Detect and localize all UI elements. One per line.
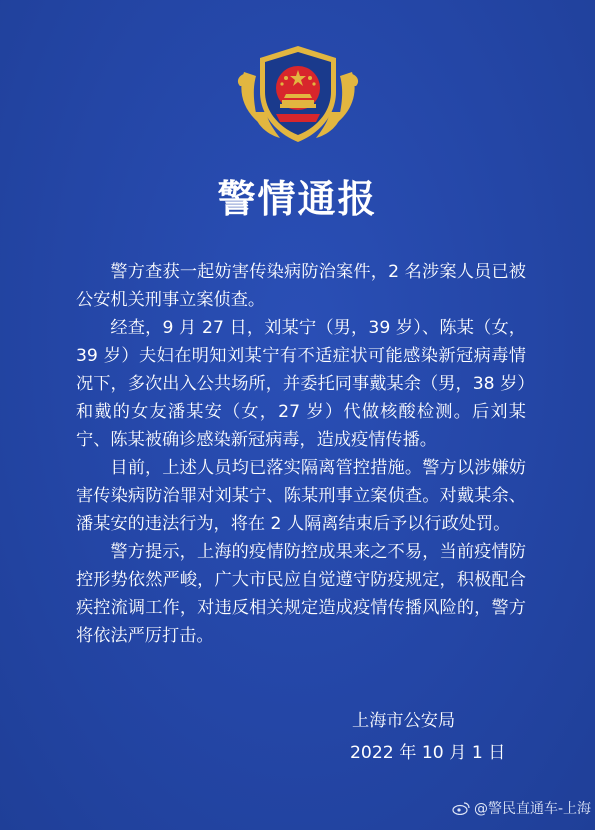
notice-paragraph: 经查，9 月 27 日，刘某宁（男，39 岁）、陈某（女，39 岁）夫妇在明知刘某宁有不适症状可能感染新冠病毒情况下，多次出入公共场所，并委托同事戴某余（男，38 岁）和戴的女友潘某安（女，27 岁）代做核酸检测。后刘某宁、陈某被确诊感染新冠病毒，造成疫情传播。 — [76, 318, 526, 450]
weibo-icon — [452, 801, 470, 815]
police-emblem-icon — [236, 42, 360, 146]
notice-title: 警情通报 — [217, 177, 378, 221]
notice-paragraph: 目前，上述人员均已落实隔离管控措施。警方以涉嫌妨害传染病防治罪对刘某宁、陈某刑事立案侦查。对戴某余、潘某安的违法行为，将在 2 人隔离结束后予以行政处罚。 — [76, 458, 526, 534]
watermark — [452, 798, 591, 818]
notice-body — [76, 258, 526, 650]
watermark-text: @警民直通车-上海 — [474, 801, 592, 817]
signature-org: 上海市公安局 — [352, 711, 456, 731]
signature-date: 2022 年 10 月 1 日 — [350, 743, 506, 763]
notice-paragraph: 警方提示，上海的疫情防控成果来之不易，当前疫情防控形势依然严峻，广大市民应自觉遵守防疫规定，积极配合疾控流调工作，对违反相关规定造成疫情传播风险的，警方将依法严厉打击。 — [76, 542, 526, 646]
notice-paragraph: 警方查获一起妨害传染病防治案件，2 名涉案人员已被公安机关刑事立案侦查。 — [76, 262, 526, 310]
